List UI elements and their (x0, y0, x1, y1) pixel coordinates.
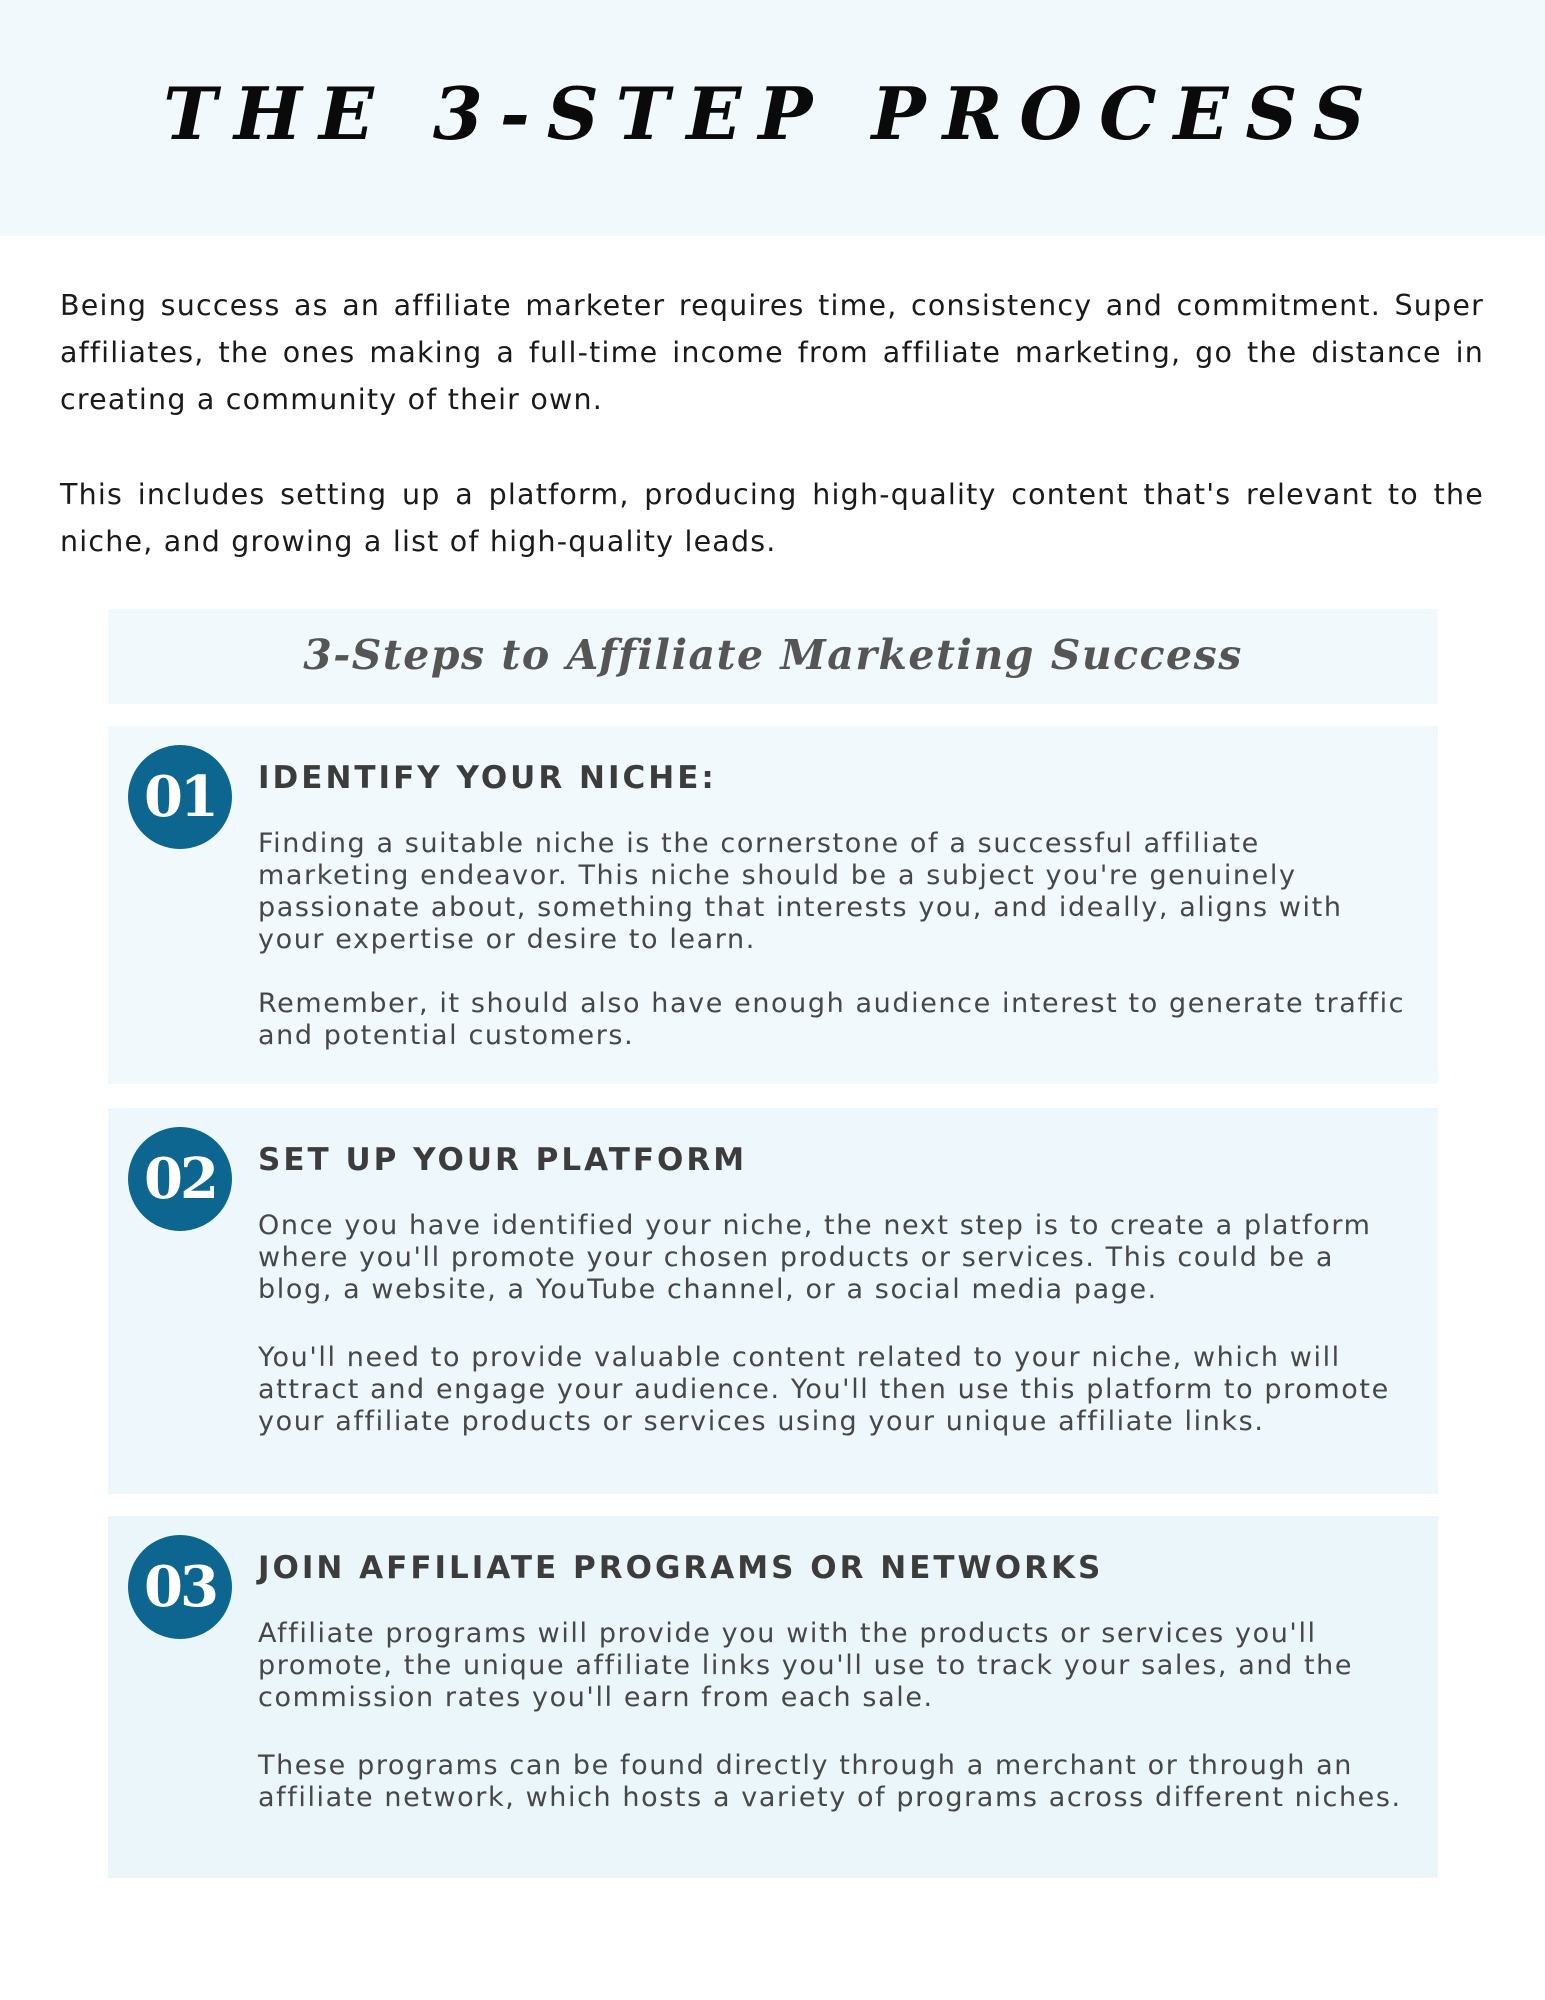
step-card-2 (108, 1108, 1438, 1494)
step-paragraph: Once you have identified your niche, the next step is to create a platform where you'll promote your chosen products or services. This could be a blog, a website, a YouTube channel, or a social media page. (258, 1210, 1372, 1305)
subheading-band (108, 609, 1438, 704)
step-title: JOIN AFFILIATE PROGRAMS OR NETWORKS (258, 1550, 1104, 1586)
step-title: IDENTIFY YOUR NICHE: (258, 760, 717, 796)
step-number-badge: 01 (128, 745, 232, 849)
step-paragraph: Affiliate programs will provide you with the products or services you'll promote, the unique affiliate links you'll use to track your sales, and the commission rates you'll earn from each sale. (258, 1618, 1354, 1713)
section-subheading: 3-Steps to Affiliate Marketing Success (303, 631, 1243, 679)
step-card-1 (108, 726, 1438, 1084)
page-title: THE 3-STEP PROCESS (163, 71, 1382, 156)
step-card-3 (108, 1516, 1438, 1878)
step-paragraph: You'll need to provide valuable content related to your niche, which will attract and engage your audience. You'll then use this platform to promote your affiliate products or services using your unique affiliate links. (258, 1342, 1390, 1437)
step-paragraph: Remember, it should also have enough audience interest to generate traffic and potential customers. (258, 988, 1406, 1051)
intro-paragraph: This includes setting up a platform, producing high-quality content that's relevant to the niche, and growing a list of high-quality leads. (60, 478, 1484, 558)
step-paragraph: These programs can be found directly through a merchant or through an affiliate network, which hosts a variety of programs across different niches. (258, 1750, 1402, 1813)
intro-paragraph: Being success as an affiliate marketer requires time, consistency and commitment. Super affiliates, the ones making a full-time income from affiliate marketing, go the distance in creating a community of their own. (60, 289, 1484, 416)
step-title: SET UP YOUR PLATFORM (258, 1142, 748, 1178)
step-paragraph: Finding a suitable niche is the cornerstone of a successful affiliate marketing endeavor. This niche should be a subject you're genuinely passionate about, something that interests you, and ideally, aligns with your expertise or desire to learn. (258, 828, 1343, 955)
step-number-badge: 02 (128, 1127, 232, 1231)
step-number-badge: 03 (128, 1535, 232, 1639)
header-band (0, 0, 1545, 236)
